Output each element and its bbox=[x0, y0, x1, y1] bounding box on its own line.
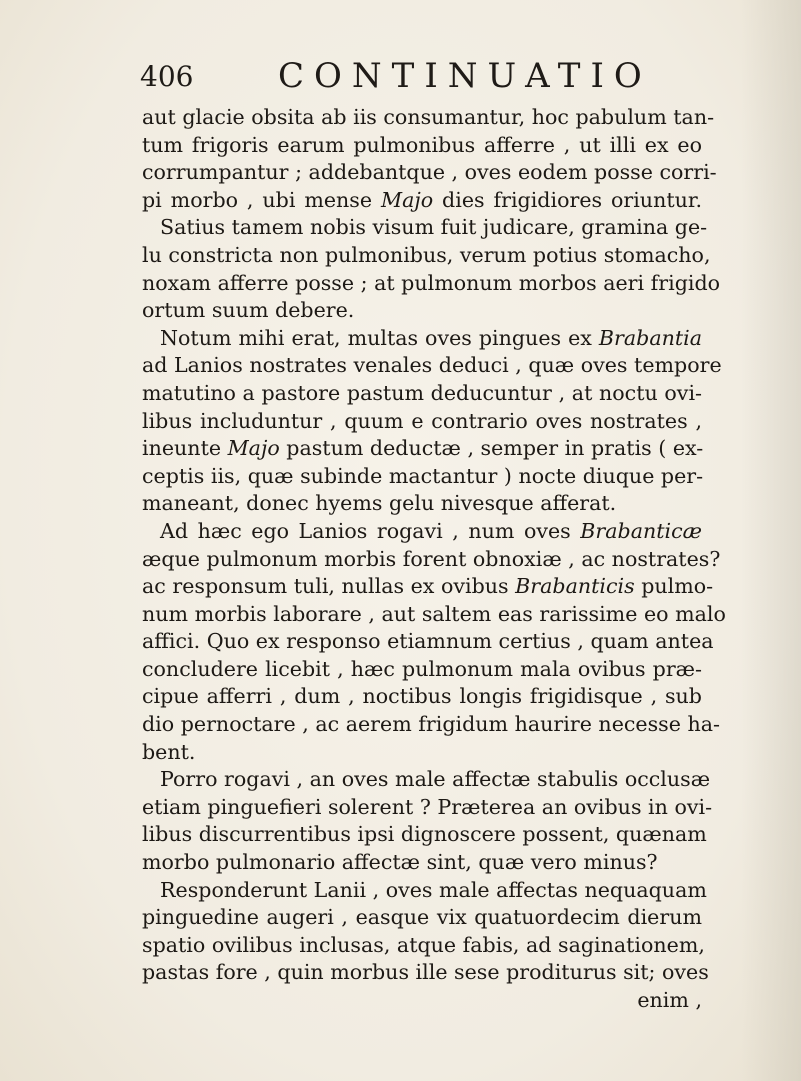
text-line bbox=[142, 959, 709, 987]
text-segment: ortum suum debere. bbox=[142, 298, 355, 323]
text-segment: ac responsum tuli, nullas ex ovibus bbox=[142, 574, 516, 599]
text-segment: libus includuntur , quum e contrario oves nostrates , bbox=[142, 408, 702, 433]
text-segment: maneant, donec hyems gelu nivesque afferat. bbox=[142, 491, 617, 516]
text-line bbox=[142, 987, 702, 1015]
page-edge-shadow bbox=[741, 0, 801, 1081]
text-line bbox=[142, 463, 702, 491]
text-segment: pastas fore , quin morbus ille sese proditurus sit; oves bbox=[142, 960, 709, 985]
text-segment: cipue afferri , dum , noctibus longis frigidisque , sub bbox=[142, 684, 702, 709]
text-line bbox=[142, 683, 702, 711]
text-line bbox=[142, 628, 714, 656]
text-segment: matutino a pastore pastum deducuntur , at noctu ovi- bbox=[142, 380, 702, 405]
text-line bbox=[142, 380, 702, 408]
text-line bbox=[142, 573, 714, 601]
text-line bbox=[142, 601, 726, 629]
text-line bbox=[142, 849, 702, 877]
text-line bbox=[142, 546, 721, 574]
text-line bbox=[142, 214, 708, 242]
page-header bbox=[140, 56, 700, 100]
text-segment: Satius tamem nobis visum fuit judicare, gramina ge- bbox=[160, 215, 708, 240]
text-line bbox=[142, 656, 702, 684]
italic-segment: Brabantia bbox=[598, 325, 702, 350]
text-segment: concludere licebit , hæc pulmonum mala ovibus præ- bbox=[142, 656, 702, 681]
text-line bbox=[142, 711, 720, 739]
text-line bbox=[142, 821, 707, 849]
italic-segment: Majo bbox=[227, 436, 280, 461]
text-line bbox=[142, 104, 715, 132]
text-segment: tum frigoris earum pulmonibus afferre , ut illi ex eo bbox=[142, 132, 702, 157]
italic-segment: Majo bbox=[380, 187, 434, 212]
text-line bbox=[142, 766, 711, 794]
text-segment: noxam afferre posse ; at pulmonum morbos aeri frigido bbox=[142, 270, 721, 295]
text-segment: dio pernoctare , ac aerem frigidum haurire necesse ha- bbox=[142, 712, 720, 737]
text-line bbox=[142, 932, 705, 960]
running-title: CONTINUATIO bbox=[278, 56, 652, 96]
text-segment: Porro rogavi , an oves male affectæ stabulis occlusæ bbox=[160, 767, 711, 792]
text-segment: libus discurrentibus ipsi dignoscere possent, quænam bbox=[142, 822, 707, 847]
text-line bbox=[142, 904, 702, 932]
text-segment: dies frigidiores oriuntur. bbox=[433, 187, 702, 212]
text-line bbox=[142, 187, 702, 215]
text-segment: pinguedine augeri , easque vix quatuordecim dierum bbox=[142, 905, 702, 930]
text-line bbox=[142, 159, 717, 187]
text-line bbox=[142, 490, 702, 518]
text-line bbox=[142, 325, 702, 353]
text-line bbox=[142, 739, 702, 767]
text-segment: spatio ovilibus inclusas, atque fabis, ad saginationem, bbox=[142, 932, 705, 957]
text-segment: etiam pinguefieri solerent ? Præterea an ovibus in ovi- bbox=[142, 794, 713, 819]
text-segment: affici. Quo ex responso etiamnum certius , quam antea bbox=[142, 629, 714, 654]
text-segment: lu constricta non pulmonibus, verum potius stomacho, bbox=[142, 242, 711, 267]
text-segment: ad Lanios nostrates venales deduci , quæ oves tempore bbox=[142, 353, 722, 378]
text-segment: pulmo- bbox=[634, 574, 714, 599]
text-segment: Responderunt Lanii , oves male affectas nequaquam bbox=[160, 877, 707, 902]
italic-segment: Brabanticis bbox=[515, 574, 635, 599]
text-segment: corrumpantur ; addebantque , oves eodem posse corri- bbox=[142, 160, 717, 185]
text-segment: Notum mihi erat, multas oves pingues ex bbox=[160, 325, 599, 350]
text-segment: aut glacie obsita ab iis consumantur, hoc pabulum tan- bbox=[142, 105, 715, 129]
text-segment: Ad hæc ego Lanios rogavi , num oves bbox=[160, 518, 581, 543]
text-line bbox=[142, 435, 702, 463]
text-segment: ineunte bbox=[142, 436, 228, 461]
text-line bbox=[142, 132, 702, 160]
text-segment: pastum deductæ , semper in pratis ( ex- bbox=[279, 436, 704, 461]
text-line bbox=[142, 270, 721, 298]
text-line bbox=[142, 518, 702, 546]
text-line bbox=[142, 877, 707, 905]
text-line bbox=[142, 297, 702, 325]
text-line bbox=[142, 242, 711, 270]
text-segment: enim , bbox=[637, 988, 702, 1012]
text-line bbox=[142, 794, 713, 822]
text-line bbox=[142, 352, 722, 380]
text-line bbox=[142, 408, 702, 436]
text-segment: morbo pulmonario affectæ sint, quæ vero minus? bbox=[142, 850, 658, 875]
text-segment: æque pulmonum morbis forent obnoxiæ , ac nostrates? bbox=[142, 546, 721, 571]
italic-segment: Brabanticæ bbox=[580, 518, 702, 543]
text-segment: ceptis iis, quæ subinde mactantur ) nocte diuque per- bbox=[142, 463, 704, 488]
text-segment: pi morbo , ubi mense bbox=[142, 187, 381, 212]
body-text bbox=[142, 104, 726, 1015]
text-segment: bent. bbox=[142, 739, 196, 764]
text-segment: num morbis laborare , aut saltem eas rarissime eo malo bbox=[142, 601, 726, 626]
page-number: 406 bbox=[140, 60, 194, 93]
